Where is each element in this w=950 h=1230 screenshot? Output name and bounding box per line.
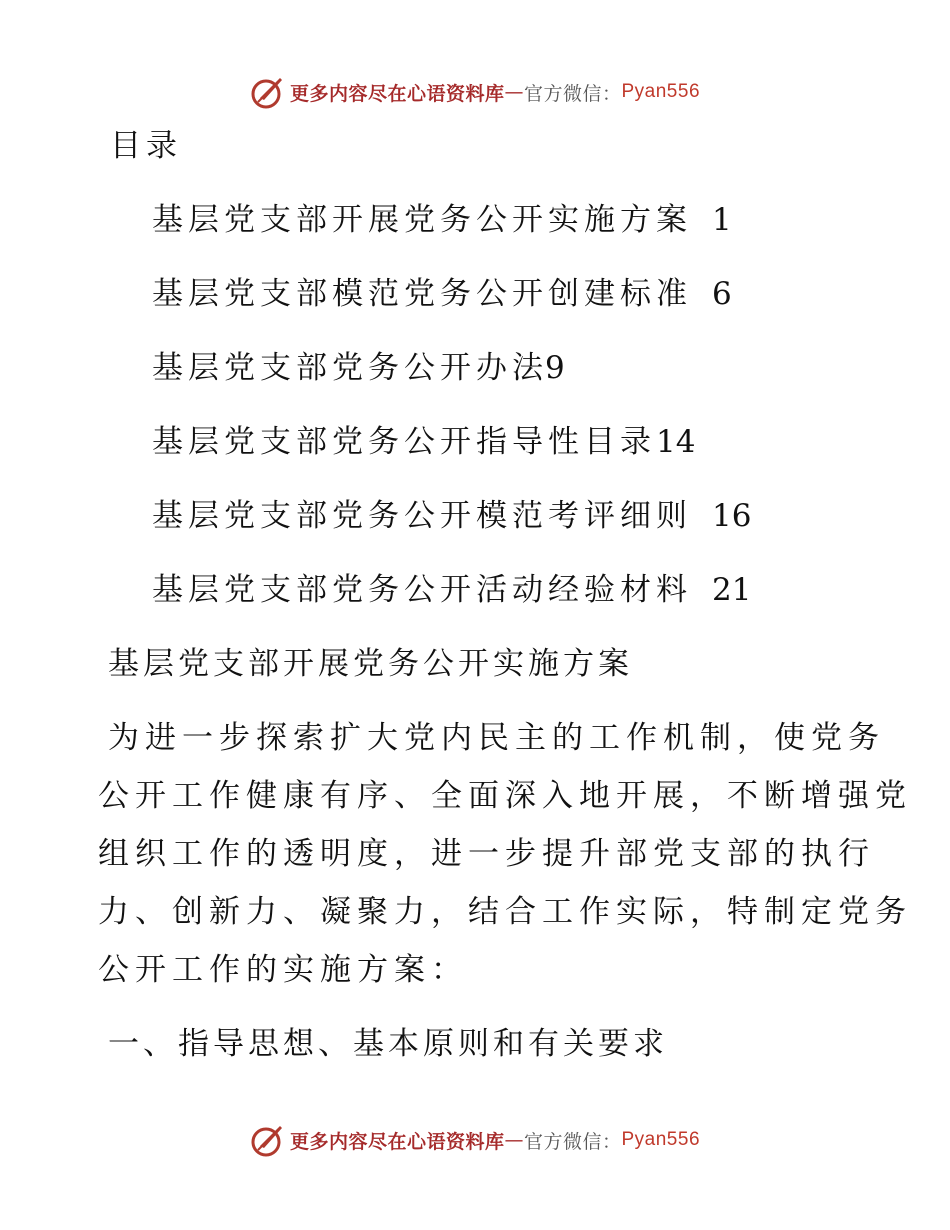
toc-entry-page: 1 — [712, 202, 732, 238]
banner-main-text: 更多内容尽在心语资料库 — [289, 82, 505, 105]
toc-entry[interactable] — [152, 200, 732, 240]
toc-entry[interactable] — [152, 422, 696, 462]
banner-wechat-id: Pyan556 — [621, 1129, 701, 1150]
banner-dash: — — [504, 1129, 524, 1151]
toc-entry-title: 基层党支部党务公开模范考评细则 — [152, 498, 692, 534]
section-heading-1: 一、指导思想、基本原则和有关要求 — [108, 1026, 668, 1062]
toc-entry[interactable] — [152, 570, 752, 610]
quill-logo-icon — [250, 1122, 286, 1158]
banner-extra-text: 官方微信： — [523, 1130, 622, 1153]
paragraph-line: 组织工作的透明度，进一步提升部党支部的执行 — [98, 836, 875, 872]
toc-entry-title: 基层党支部开展党务公开实施方案 — [152, 202, 692, 238]
toc-entry[interactable] — [152, 274, 732, 314]
quill-logo-icon — [250, 74, 286, 110]
toc-entry-page: 21 — [712, 572, 752, 608]
banner-extra-text: 官方微信： — [523, 82, 622, 105]
toc-entry-page: 14 — [656, 424, 696, 460]
paragraph-line: 力、创新力、凝聚力，结合工作实际，特制定党务 — [98, 894, 912, 930]
toc-entry[interactable] — [152, 496, 752, 536]
footer-watermark-banner — [0, 1120, 950, 1160]
toc-entry-title: 基层党支部模范党务公开创建标准 — [152, 276, 692, 312]
paragraph-line: 为进一步探索扩大党内民主的工作机制，使党务 — [108, 720, 885, 756]
header-watermark-banner — [0, 72, 950, 112]
banner-main-text: 更多内容尽在心语资料库 — [289, 1130, 505, 1153]
toc-entry[interactable] — [152, 348, 565, 388]
banner-wechat-id: Pyan556 — [621, 81, 701, 102]
paragraph-line: 公开工作的实施方案： — [98, 952, 468, 988]
toc-entry-page: 16 — [712, 498, 752, 534]
paragraph-line: 公开工作健康有序、全面深入地开展，不断增强党 — [98, 778, 912, 814]
section-title: 基层党支部开展党务公开实施方案 — [108, 646, 633, 682]
toc-entry-page: 9 — [545, 350, 565, 386]
toc-entry-title: 基层党支部党务公开指导性目录 — [152, 424, 656, 460]
toc-entry-title: 基层党支部党务公开办法 — [152, 350, 548, 386]
toc-title: 目录 — [110, 128, 182, 164]
banner-dash: — — [504, 81, 524, 103]
toc-entry-page: 6 — [712, 276, 732, 312]
toc-entry-title: 基层党支部党务公开活动经验材料 — [152, 572, 692, 608]
